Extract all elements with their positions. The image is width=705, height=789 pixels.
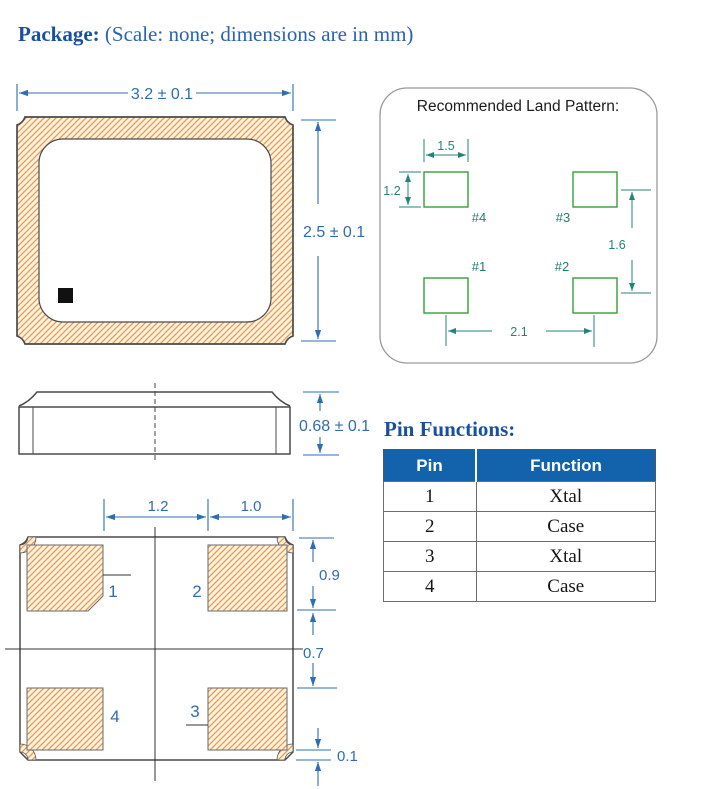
lid-inner-outline xyxy=(39,139,271,322)
land-pattern-box xyxy=(380,88,657,363)
bottom-pad-4-label: 4 xyxy=(110,707,120,726)
land-pad-3 xyxy=(573,172,617,207)
table-row xyxy=(384,542,656,572)
header-pin: Pin xyxy=(384,450,477,482)
pin-number: 2 xyxy=(384,512,477,542)
dim-bottom-pad-height: 0.9 xyxy=(319,567,340,584)
table-row xyxy=(384,482,656,512)
pin-function: Xtal xyxy=(476,482,656,512)
land-pad-1-label: #1 xyxy=(471,259,487,274)
side-body xyxy=(19,407,290,454)
land-pad-4-label: #4 xyxy=(471,210,487,225)
bottom-pad-3-label: 3 xyxy=(190,702,200,721)
bottom-pad-4 xyxy=(27,688,103,750)
dim-bottom-pad-width: 1.0 xyxy=(240,498,262,515)
top-view-drawing xyxy=(17,84,365,344)
pin-functions-title: Pin Functions: xyxy=(384,417,516,441)
land-pattern-title: Recommended Land Pattern: xyxy=(416,98,620,115)
pin-function: Case xyxy=(476,512,656,542)
pin-number: 3 xyxy=(384,542,477,572)
table-row xyxy=(384,512,656,542)
bottom-pad-2 xyxy=(208,545,287,611)
dim-bottom-gap-x: 1.2 xyxy=(147,498,169,515)
bottom-pad-3 xyxy=(208,688,287,750)
land-pattern-panel xyxy=(380,88,657,363)
pin-number: 1 xyxy=(384,482,477,512)
dim-land-col-pitch: 2.1 xyxy=(510,325,528,339)
table-row xyxy=(384,572,656,602)
pin-function: Xtal xyxy=(476,542,656,572)
pin-number: 4 xyxy=(384,572,477,602)
dim-land-pad-height: 1.2 xyxy=(383,184,401,198)
pin1-marker-square xyxy=(58,288,73,303)
dim-bottom-edge-offset: 0.1 xyxy=(337,748,358,765)
land-pad-2-label: #2 xyxy=(554,259,570,274)
dim-package-height: 2.5 ± 0.1 xyxy=(303,224,366,241)
dim-land-pad-width: 1.5 xyxy=(437,139,455,153)
land-pad-3-label: #3 xyxy=(555,210,571,225)
dim-package-thickness: 0.68 ± 0.1 xyxy=(299,418,371,435)
dim-package-width: 3.2 ± 0.1 xyxy=(130,86,194,103)
bottom-pad-2-label: 2 xyxy=(192,582,202,601)
header-function: Function xyxy=(476,450,656,482)
bottom-pad-1 xyxy=(27,545,103,611)
page-title-label: Package: xyxy=(18,22,100,46)
page-title-subtitle: (Scale: none; dimensions are in mm) xyxy=(99,22,414,46)
side-view-drawing xyxy=(19,383,370,463)
dim-land-row-gap: 1.6 xyxy=(608,238,626,252)
dim-bottom-gap-y: 0.7 xyxy=(303,645,324,662)
land-pad-4 xyxy=(424,172,468,207)
bottom-pad-1-label: 1 xyxy=(108,582,118,601)
bottom-view-drawing xyxy=(5,498,358,786)
table-header-row xyxy=(384,450,656,482)
pin-function: Case xyxy=(476,572,656,602)
page-title xyxy=(18,22,413,47)
land-pad-2 xyxy=(573,278,617,313)
pin-functions-table xyxy=(383,449,656,602)
land-pad-1 xyxy=(424,278,468,313)
